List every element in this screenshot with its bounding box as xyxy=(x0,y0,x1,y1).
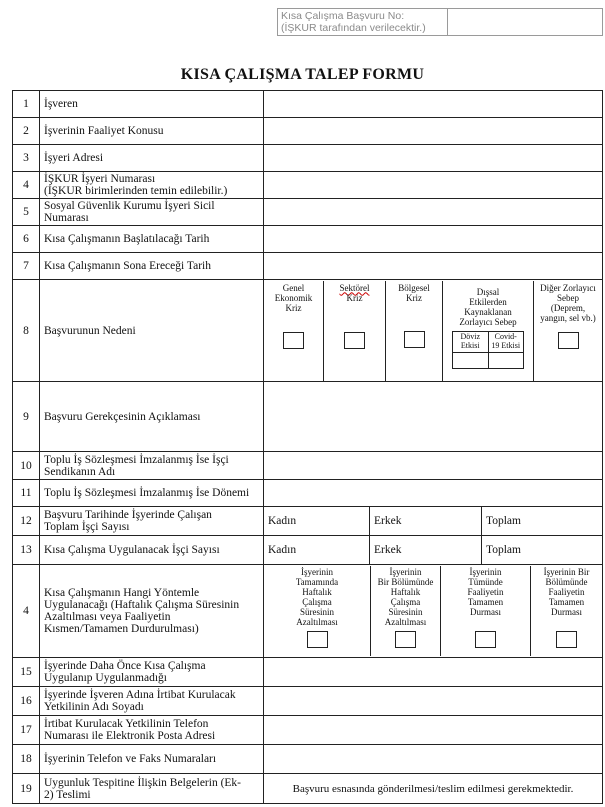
previous-application-field[interactable] xyxy=(264,658,603,687)
table-row xyxy=(13,280,603,382)
row-number: 16 xyxy=(13,687,40,716)
reason-force-checkbox[interactable] xyxy=(558,332,579,349)
row-label: İşyerinin Telefon ve Faks Numaraları xyxy=(40,745,264,774)
method-partial-hours-checkbox[interactable] xyxy=(395,631,416,648)
row-number: 17 xyxy=(13,716,40,745)
row-label-line: Sosyal Güvenlik Kurumu İşyeri Sicil xyxy=(44,200,215,212)
row-label: Kısa Çalışma Uygulanacak İşçi Sayısı xyxy=(40,536,264,565)
men-label: Erkek xyxy=(374,544,402,556)
row-number: 9 xyxy=(13,382,40,452)
row-number: 19 xyxy=(13,774,40,804)
reason-options xyxy=(264,280,603,382)
option-label-line: Sektörel xyxy=(339,282,370,293)
row-number: 6 xyxy=(13,226,40,253)
total-label: Toplam xyxy=(486,544,521,556)
method-partial-stop xyxy=(530,566,602,656)
option-label-line: (Deprem, xyxy=(550,302,586,313)
row-label-line: 2) Teslimi xyxy=(44,788,91,801)
row-label xyxy=(40,658,264,687)
option-label-line: yangın, sel vb.) xyxy=(540,312,596,323)
row-label: İşyeri Adresi xyxy=(40,145,264,172)
option-label-line: İşyerinin xyxy=(301,567,333,577)
option-label-line: Faaliyetin xyxy=(548,587,585,597)
row-label-line: İrtibat Kurulacak Yetkilinin Telefon xyxy=(44,718,209,730)
option-label-line: İşyerinin xyxy=(469,567,502,577)
affected-men-field[interactable] xyxy=(370,536,482,564)
row-number: 7 xyxy=(13,253,40,280)
reason-regional-crisis xyxy=(385,281,442,381)
table-row xyxy=(13,745,603,774)
option-label-line: Tümünde xyxy=(468,577,503,587)
row-label xyxy=(40,452,264,480)
row-label xyxy=(40,172,264,199)
option-label-line: Sebep xyxy=(557,292,579,303)
row-number: 5 xyxy=(13,199,40,226)
total-women-field[interactable] xyxy=(264,507,370,535)
union-name-field[interactable] xyxy=(264,452,603,480)
reason-force-majeure xyxy=(533,281,602,381)
option-label-line: Zorlayıcı Sebep xyxy=(459,316,517,327)
option-label-line: Bölümünde xyxy=(545,577,588,587)
option-label-line: Etkilerden xyxy=(469,296,507,307)
row-label: Toplu İş Sözleşmesi İmzalanmış İse Dönemi xyxy=(40,480,264,507)
table-row xyxy=(13,507,603,536)
option-label-line: Bir Bölümünde xyxy=(377,577,434,587)
table-row xyxy=(13,145,603,172)
table-row xyxy=(13,91,603,118)
row-label-line: Başvuru Tarihinde İşyerinde Çalışan xyxy=(44,509,212,521)
row-label xyxy=(40,716,264,745)
phone-fax-field[interactable] xyxy=(264,745,603,774)
option-label-line: Süresinin xyxy=(299,607,334,617)
option-label-line: Kriz xyxy=(285,302,302,313)
total-workers-cell xyxy=(264,507,603,536)
option-label-line: Tamamen xyxy=(548,597,585,607)
option-label-line: İşyerinin Bir xyxy=(543,567,590,577)
option-label-line: Diğer Zorlayıcı xyxy=(540,282,596,293)
row-label-line: Yetkilinin Adı Soyadı xyxy=(44,701,144,713)
contact-name-field[interactable] xyxy=(264,687,603,716)
application-number-label-line2: (İŞKUR tarafından verilecektir.) xyxy=(281,22,426,34)
option-label-line: Kriz xyxy=(406,292,422,303)
row-label xyxy=(40,199,264,226)
agreement-period-field[interactable] xyxy=(264,480,603,507)
row-label xyxy=(40,507,264,536)
row-label-line: İŞKUR İşyeri Numarası xyxy=(44,173,156,185)
row-number: 11 xyxy=(13,480,40,507)
reason-sectoral-crisis xyxy=(323,281,385,381)
option-label-line: Durması xyxy=(551,607,582,617)
row-label-line: Kısa Çalışmanın Hangi Yöntemle xyxy=(44,587,200,599)
men-label: Erkek xyxy=(374,515,402,527)
address-field[interactable] xyxy=(264,145,603,172)
application-number-box xyxy=(277,8,603,36)
option-label-line: Faaliyetin xyxy=(467,587,504,597)
reason-sectoral-checkbox[interactable] xyxy=(344,332,365,349)
option-label-line: 19 Etkisi xyxy=(491,340,521,350)
row-label-line: Numarası ile Elektronik Posta Adresi xyxy=(44,730,216,742)
row-number: 4 xyxy=(13,172,40,199)
option-label-line: Bölgesel xyxy=(398,282,430,293)
reason-explanation-field[interactable] xyxy=(264,382,603,452)
table-row xyxy=(13,253,603,280)
table-row xyxy=(13,480,603,507)
row-label-line: Toplam İşçi Sayısı xyxy=(44,521,130,533)
affected-women-field[interactable] xyxy=(264,536,370,564)
form-table xyxy=(12,90,603,804)
method-full-stop-checkbox[interactable] xyxy=(475,631,496,648)
table-row xyxy=(13,658,603,687)
table-row xyxy=(13,536,603,565)
option-label-line: Etkisi xyxy=(460,340,480,350)
sub-covid-effect[interactable] xyxy=(488,332,524,368)
row-label xyxy=(40,687,264,716)
row-number: 10 xyxy=(13,452,40,480)
row-label-line: Numarası xyxy=(44,212,89,224)
row-label-line: Uygulanıp Uygulanmadığı xyxy=(44,672,167,684)
option-label-line: Süresinin xyxy=(388,607,423,617)
women-label: Kadın xyxy=(268,544,297,556)
affected-all-field[interactable] xyxy=(482,536,602,564)
iskur-number-field[interactable] xyxy=(264,172,603,199)
row-label: İşverinin Faaliyet Konusu xyxy=(40,118,264,145)
table-row xyxy=(13,716,603,745)
option-label-line: Haftalık xyxy=(390,587,421,597)
row-label xyxy=(40,565,264,658)
method-options xyxy=(264,565,603,658)
table-row xyxy=(13,565,603,658)
row-number: 12 xyxy=(13,507,40,536)
row-label-line: Azaltılması veya Faaliyetin xyxy=(44,611,171,623)
table-row xyxy=(13,774,603,804)
reason-external-force xyxy=(442,281,533,381)
form-title: KISA ÇALIŞMA TALEP FORMU xyxy=(180,66,425,83)
option-label-line: Tamamında xyxy=(295,577,339,587)
row-number: 2 xyxy=(13,118,40,145)
row-label-line: İşyerinde İşveren Adına İrtibat Kurulacak xyxy=(44,689,236,701)
sgk-number-field[interactable] xyxy=(264,199,603,226)
method-full-stop xyxy=(440,566,530,656)
row-number: 13 xyxy=(13,536,40,565)
method-full-hours-reduction xyxy=(264,566,370,656)
women-label: Kadın xyxy=(268,515,297,527)
end-date-field[interactable] xyxy=(264,253,603,280)
row-label-line: Kısmen/Tamamen Durdurulması) xyxy=(44,623,199,635)
documents-note: Başvuru esnasında gönderilmesi/teslim edilmesi gerekmektedir. xyxy=(264,774,603,804)
row-label-line: Toplu İş Sözleşmesi İmzalanmış İse İşçi xyxy=(44,453,229,466)
row-number: 3 xyxy=(13,145,40,172)
row-label: Başvurunun Nedeni xyxy=(40,280,264,382)
total-label: Toplam xyxy=(486,515,521,527)
row-label-line: (İŞKUR birimlerinden temin edilebilir.) xyxy=(44,185,228,197)
option-label-line: Tamamen xyxy=(467,597,504,607)
table-row xyxy=(13,382,603,452)
application-number-field[interactable] xyxy=(448,9,602,35)
row-number: 1 xyxy=(13,91,40,118)
option-label-line: Kaynaklanan xyxy=(464,306,512,317)
option-label-line: Çalışma xyxy=(390,597,421,607)
table-row xyxy=(13,452,603,480)
row-label-line: Uygunluk Tespitine İlişkin Belgelerin (Ek- xyxy=(44,776,242,789)
start-date-field[interactable] xyxy=(264,226,603,253)
row-label: Başvuru Gerekçesinin Açıklaması xyxy=(40,382,264,452)
row-label: İşveren xyxy=(40,91,264,118)
option-label-line: Azaltılması xyxy=(384,617,427,627)
method-full-hours-checkbox[interactable] xyxy=(307,631,328,648)
row-label: Kısa Çalışmanın Sona Ereceği Tarih xyxy=(40,253,264,280)
table-row xyxy=(13,118,603,145)
option-label-line: Ekonomik xyxy=(274,292,313,303)
row-label-line: İşyerinde Daha Önce Kısa Çalışma xyxy=(44,660,206,672)
contact-phone-email-field[interactable] xyxy=(264,716,603,745)
total-all-field[interactable] xyxy=(482,507,602,535)
row-number: 15 xyxy=(13,658,40,687)
option-label-line: Dışsal xyxy=(476,286,500,297)
application-number-label xyxy=(278,9,448,35)
affected-workers-cell xyxy=(264,536,603,565)
row-number: 8 xyxy=(13,280,40,382)
row-label: Kısa Çalışmanın Başlatılacağı Tarih xyxy=(40,226,264,253)
option-label-line: Genel xyxy=(282,282,305,293)
method-partial-stop-checkbox[interactable] xyxy=(556,631,577,648)
method-partial-hours-reduction xyxy=(370,566,440,656)
row-label-line: Sendikanın Adı xyxy=(44,465,116,478)
total-men-field[interactable] xyxy=(370,507,482,535)
activity-field[interactable] xyxy=(264,118,603,145)
table-row xyxy=(13,199,603,226)
row-label-line: Uygulanacağı (Haftalık Çalışma Süresinin xyxy=(44,599,240,611)
row-label xyxy=(40,774,264,804)
reason-general-checkbox[interactable] xyxy=(283,332,304,349)
table-row xyxy=(13,226,603,253)
table-row xyxy=(13,687,603,716)
reason-general-crisis xyxy=(264,281,323,381)
reason-regional-checkbox[interactable] xyxy=(404,331,425,348)
table-row xyxy=(13,172,603,199)
option-label-line: Azaltılması xyxy=(296,617,338,627)
employer-field[interactable] xyxy=(264,91,603,118)
row-number: 4 xyxy=(13,565,40,658)
option-label-line: Döviz xyxy=(460,331,481,341)
option-label-line: Çalışma xyxy=(302,597,332,607)
option-label-line: Kriz xyxy=(346,292,363,303)
option-label-line: Durması xyxy=(470,607,501,617)
option-label-line: Haftalık xyxy=(302,587,332,597)
external-sub-options xyxy=(452,331,524,369)
application-number-label-line1: Kısa Çalışma Başvuru No: xyxy=(281,10,405,22)
sub-currency-effect[interactable] xyxy=(453,332,488,368)
option-label-line: Covid- xyxy=(494,331,517,341)
option-label-line: İşyerinin xyxy=(389,567,422,577)
row-number: 18 xyxy=(13,745,40,774)
